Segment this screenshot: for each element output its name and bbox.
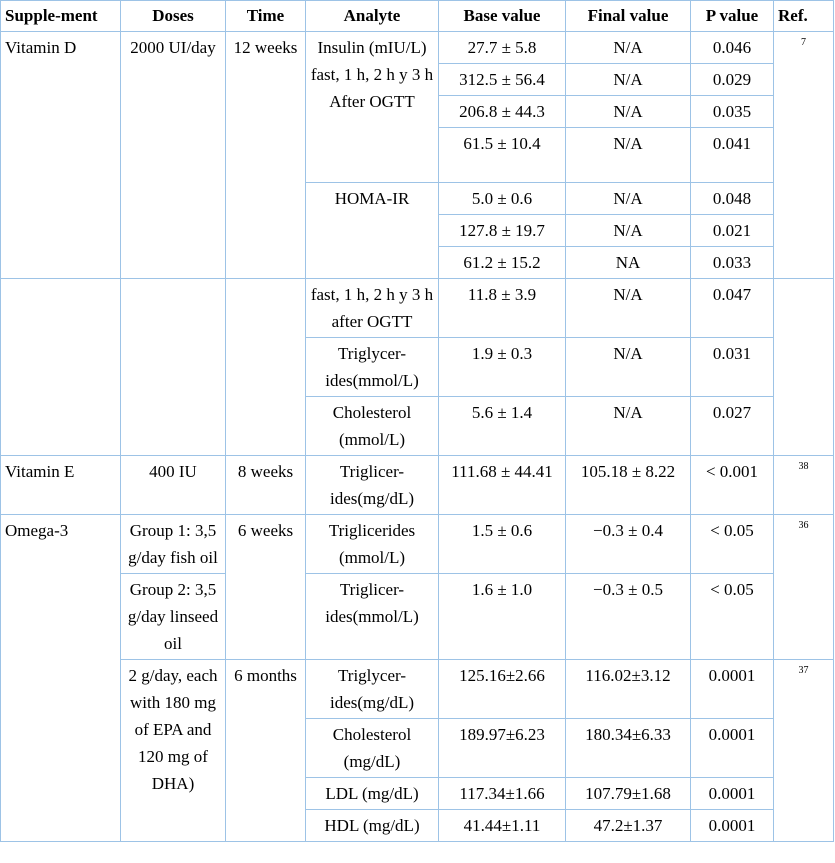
base-value-cell: 61.5 ± 10.4 [439,128,566,183]
final-value-cell: N/A [566,397,691,456]
analyte-cell: Triglicerides (mmol/L) [306,515,439,574]
header-row [1,1,834,32]
final-value-cell: N/A [566,32,691,64]
final-value-cell: N/A [566,279,691,338]
time-cell: 6 weeks [226,515,306,660]
header-p-value: P value [691,1,774,32]
header-analyte: Analyte [306,1,439,32]
p-value-cell: 0.047 [691,279,774,338]
final-value-cell: NA [566,247,691,279]
base-value-cell: 125.16±2.66 [439,660,566,719]
ref-cell: 38 [774,456,834,515]
dose-cell: Group 2: 3,5 g/day linseed oil [121,574,226,660]
base-value-cell: 41.44±1.11 [439,810,566,842]
table-row [1,574,834,660]
base-value-cell: 11.8 ± 3.9 [439,279,566,338]
p-value-cell: 0.041 [691,128,774,183]
analyte-cell: Triglycer-ides(mg/dL) [306,660,439,719]
empty-cell [1,279,121,456]
analyte-cell: fast, 1 h, 2 h y 3 h after OGTT [306,279,439,338]
supplement-cell: Vitamin E [1,456,121,515]
final-value-cell: −0.3 ± 0.5 [566,574,691,660]
base-value-cell: 206.8 ± 44.3 [439,96,566,128]
base-value-cell: 5.0 ± 0.6 [439,183,566,215]
final-value-cell: 47.2±1.37 [566,810,691,842]
p-value-cell: 0.027 [691,397,774,456]
analyte-cell: LDL (mg/dL) [306,778,439,810]
final-value-cell: 107.79±1.68 [566,778,691,810]
final-value-cell: N/A [566,128,691,183]
base-value-cell: 1.9 ± 0.3 [439,338,566,397]
ref-cell: 7 [774,32,834,279]
final-value-cell: 105.18 ± 8.22 [566,456,691,515]
table-row [1,32,834,64]
header-doses: Doses [121,1,226,32]
base-value-cell: 117.34±1.66 [439,778,566,810]
table-row [1,279,834,338]
base-value-cell: 61.2 ± 15.2 [439,247,566,279]
p-value-cell: 0.031 [691,338,774,397]
final-value-cell: −0.3 ± 0.4 [566,515,691,574]
dose-cell: Group 1: 3,5 g/day fish oil [121,515,226,574]
dose-cell: 2 g/day, each with 180 mg of EPA and 120 mg of DHA) [121,660,226,842]
final-value-cell: 116.02±3.12 [566,660,691,719]
p-value-cell: 0.0001 [691,778,774,810]
header-base-value: Base value [439,1,566,32]
base-value-cell: 189.97±6.23 [439,719,566,778]
supplement-cell: Vitamin D [1,32,121,279]
analyte-cell: Cholesterol (mmol/L) [306,397,439,456]
final-value-cell: N/A [566,215,691,247]
supplement-cell: Omega-3 [1,515,121,842]
empty-cell [774,279,834,456]
final-value-cell: N/A [566,96,691,128]
analyte-cell: Cholesterol (mg/dL) [306,719,439,778]
empty-cell [226,279,306,456]
p-value-cell: < 0.05 [691,574,774,660]
base-value-cell: 5.6 ± 1.4 [439,397,566,456]
header-ref: Ref. [774,1,834,32]
header-time: Time [226,1,306,32]
analyte-cell: Triglycer-ides(mmol/L) [306,338,439,397]
final-value-cell: N/A [566,338,691,397]
p-value-cell: 0.035 [691,96,774,128]
base-value-cell: 27.7 ± 5.8 [439,32,566,64]
analyte-cell: Triglicer-ides(mmol/L) [306,574,439,660]
analyte-cell: Insulin (mIU/L) fast, 1 h, 2 h y 3 h After OGTT [306,32,439,183]
ref-cell: 37 [774,660,834,842]
p-value-cell: < 0.05 [691,515,774,574]
dose-cell: 400 IU [121,456,226,515]
final-value-cell: N/A [566,64,691,96]
base-value-cell: 1.6 ± 1.0 [439,574,566,660]
p-value-cell: 0.029 [691,64,774,96]
p-value-cell: 0.0001 [691,810,774,842]
time-cell: 12 weeks [226,32,306,279]
table-row [1,456,834,515]
header-final-value: Final value [566,1,691,32]
base-value-cell: 127.8 ± 19.7 [439,215,566,247]
final-value-cell: N/A [566,183,691,215]
p-value-cell: 0.021 [691,215,774,247]
header-supplement: Supple-ment [1,1,121,32]
empty-cell [121,279,226,456]
p-value-cell: 0.0001 [691,719,774,778]
final-value-cell: 180.34±6.33 [566,719,691,778]
base-value-cell: 1.5 ± 0.6 [439,515,566,574]
analyte-cell: HDL (mg/dL) [306,810,439,842]
base-value-cell: 312.5 ± 56.4 [439,64,566,96]
p-value-cell: 0.048 [691,183,774,215]
time-cell: 6 months [226,660,306,842]
p-value-cell: 0.033 [691,247,774,279]
p-value-cell: < 0.001 [691,456,774,515]
time-cell: 8 weeks [226,456,306,515]
ref-cell: 36 [774,515,834,660]
analyte-cell: HOMA-IR [306,183,439,279]
dose-cell: 2000 UI/day [121,32,226,279]
p-value-cell: 0.046 [691,32,774,64]
base-value-cell: 111.68 ± 44.41 [439,456,566,515]
table-row [1,515,834,574]
analyte-cell: Triglicer-ides(mg/dL) [306,456,439,515]
p-value-cell: 0.0001 [691,660,774,719]
table-row [1,660,834,719]
